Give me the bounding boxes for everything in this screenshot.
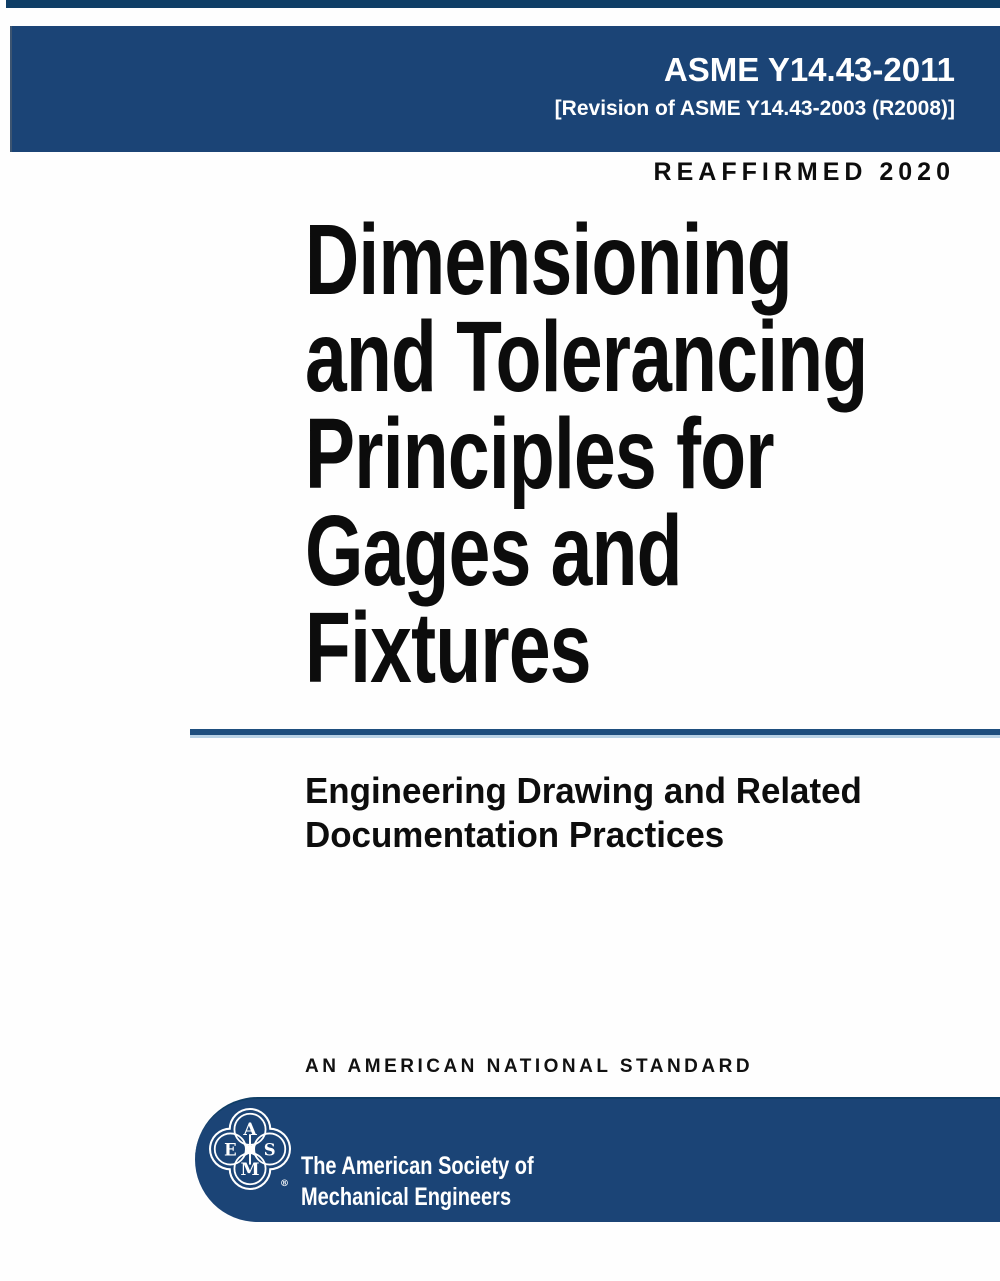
national-standard-label: AN AMERICAN NATIONAL STANDARD: [305, 1056, 754, 1077]
header-banner: [10, 26, 1000, 152]
series-subtitle: [305, 769, 862, 857]
publisher-banner: [195, 1097, 1000, 1222]
cover-top-edge: [6, 0, 1000, 8]
revision-note: [Revision of ASME Y14.43-2003 (R2008)]: [554, 97, 955, 120]
title-line-3: Principles for: [305, 398, 774, 510]
title-line-1: Dimensioning: [305, 204, 792, 316]
book-title: [305, 204, 868, 704]
divider-rule: [190, 729, 1000, 735]
title-line-2: and Tolerancing: [305, 301, 868, 413]
logo-letter-s: S: [263, 1140, 276, 1160]
publisher-name: [301, 1151, 534, 1213]
subtitle-line-2: Documentation Practices: [305, 814, 725, 855]
registered-trademark-icon: ®: [279, 1178, 289, 1189]
reaffirmed-label: REAFFIRMED 2020: [653, 158, 955, 186]
standard-code: ASME Y14.43-2011: [663, 51, 955, 88]
logo-letter-a: A: [243, 1120, 257, 1141]
subtitle-line-1: Engineering Drawing and Related: [305, 770, 862, 811]
asme-clover-logo-icon: [209, 1108, 291, 1190]
title-line-5: Fixtures: [305, 592, 591, 704]
publisher-name-line-1: The American Society of: [301, 1152, 534, 1180]
logo-letter-m: M: [240, 1160, 260, 1181]
title-line-4: Gages and: [305, 495, 682, 607]
publisher-name-line-2: Mechanical Engineers: [301, 1183, 512, 1211]
logo-letter-e: E: [224, 1140, 237, 1160]
